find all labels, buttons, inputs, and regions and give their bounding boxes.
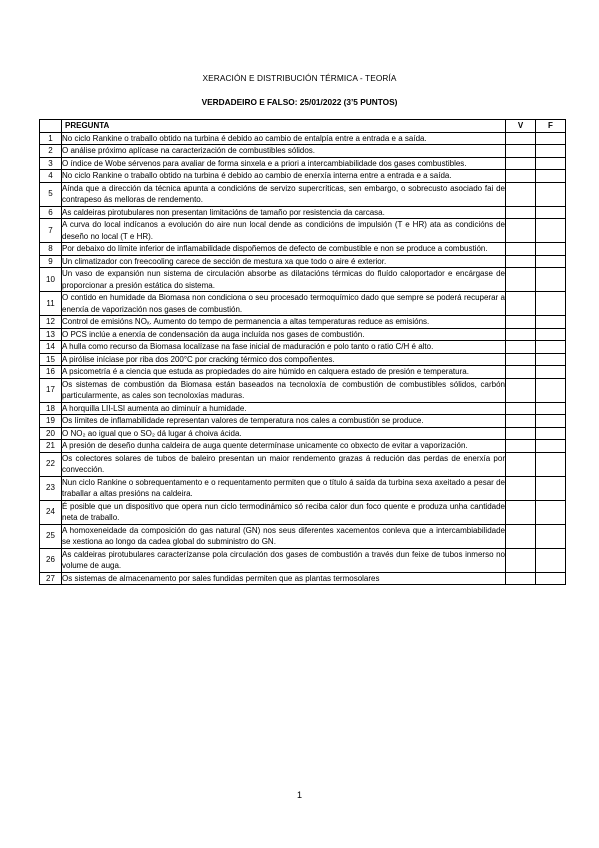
question-number: 27 — [40, 572, 62, 585]
answer-true-cell[interactable] — [506, 353, 536, 366]
answer-false-cell[interactable] — [536, 402, 566, 415]
question-number: 7 — [40, 219, 62, 243]
table-row — [40, 402, 566, 415]
question-text: Os colectores solares de tubos de baleiro presentan un maior rendemento grazas á redución das perdas de enerxía por convección. — [62, 453, 505, 474]
header-true: V — [506, 120, 536, 133]
page-number: 1 — [296, 790, 302, 800]
question-text: A psicometría é a ciencia que estuda as propiedades do aire húmido en calquera estado de presión e temperatura. — [62, 366, 506, 379]
answer-false-cell[interactable] — [536, 132, 566, 145]
table-row — [40, 572, 566, 585]
table-row — [40, 157, 566, 170]
table-row — [40, 366, 566, 379]
table-row — [40, 500, 566, 524]
question-text: As caldeiras pirotubulares caracterízanse pola circulación dos gases de combustión a través dun feixe de tubos inmerso no volume de auga. — [62, 549, 505, 570]
question-number: 8 — [40, 243, 62, 256]
question-number: 15 — [40, 353, 62, 366]
answer-false-cell[interactable] — [536, 378, 566, 402]
answer-false-cell[interactable] — [536, 157, 566, 170]
question-number: 23 — [40, 476, 62, 500]
question-number: 18 — [40, 402, 62, 415]
question-text: A curva do local indícanos a evolución do aire nun local dende as condicións de impulsión (T e HR) ata as condicións de deseño no local (T e HR). — [62, 220, 505, 241]
answer-true-cell[interactable] — [506, 328, 536, 341]
header-number-cell — [40, 120, 62, 133]
answer-true-cell[interactable] — [506, 402, 536, 415]
question-text: No ciclo Rankine o traballo obtido na turbina é debido ao cambio de enerxía interna entre a entrada e a saída. — [62, 170, 506, 183]
question-text: Un climatizador con freecooling carece de sección de mestura xa que todo o aire é exterior. — [62, 255, 506, 268]
answer-true-cell[interactable] — [506, 366, 536, 379]
question-text: A pirólise iníciase por riba dos 200°C por cracking térmico dos compoñentes. — [62, 353, 506, 366]
question-number: 4 — [40, 170, 62, 183]
answer-true-cell[interactable] — [506, 440, 536, 453]
answer-true-cell[interactable] — [506, 243, 536, 256]
table-row — [40, 316, 566, 329]
question-text: A hulla como recurso da Biomasa localízase na fase inicial de maduración e polo tanto o ratio C/H é alto. — [62, 341, 506, 354]
question-number: 22 — [40, 452, 62, 476]
question-number: 1 — [40, 132, 62, 145]
table-row — [40, 452, 566, 476]
question-text: Nun ciclo Rankine o sobrequentamento e o requentamento permiten que o título á saída da turbina sexa axeitado a pesar de traballar a altas presións na caldeira. — [62, 477, 505, 498]
question-number: 24 — [40, 500, 62, 524]
question-number: 12 — [40, 316, 62, 329]
table-row — [40, 328, 566, 341]
answer-false-cell[interactable] — [536, 182, 566, 206]
answer-true-cell[interactable] — [506, 145, 536, 158]
table-row — [40, 524, 566, 548]
answer-false-cell[interactable] — [536, 341, 566, 354]
question-text: Control de emisións NOₓ. Aumento do tempo de permanencia a altas temperaturas reduce as emisións. — [62, 316, 506, 329]
answer-false-cell[interactable] — [536, 219, 566, 243]
answer-true-cell[interactable] — [506, 341, 536, 354]
question-number: 16 — [40, 366, 62, 379]
answer-false-cell[interactable] — [536, 548, 566, 572]
answer-false-cell[interactable] — [536, 572, 566, 585]
question-text: Aínda que a dirección da técnica apunta a condicións de servizo supercríticas, sen embargo, o sobrecusto asociado fai de contrapeso ás melloras de rendemento. — [62, 183, 505, 204]
table-row — [40, 243, 566, 256]
table-row — [40, 219, 566, 243]
table-row — [40, 427, 566, 440]
answer-true-cell[interactable] — [506, 316, 536, 329]
question-text: Por debaixo do límite inferior de inflamabilidade dispoñemos de defecto de combustible e non se produce a combustión. — [62, 243, 506, 256]
question-text: O PCS inclúe a enerxía de condensación da auga incluída nos gases de combustión. — [62, 328, 506, 341]
true-false-table — [39, 119, 566, 585]
question-text: Os límites de inflamabilidade representan valores de temperatura nos cales a combustión se produce. — [62, 415, 506, 428]
table-row — [40, 268, 566, 292]
question-text: No ciclo Rankine o traballo obtido na turbina é debido ao cambio de entalpía entre a entrada e a saída. — [62, 132, 506, 145]
question-number: 6 — [40, 206, 62, 219]
table-row — [40, 415, 566, 428]
question-text: É posible que un dispositivo que opera nun ciclo termodinámico só reciba calor dun foco quente e produza unha cantidade neta de traballo. — [62, 501, 505, 522]
table-row — [40, 182, 566, 206]
question-text: O contido en humidade da Biomasa non condiciona o seu procesado termoquímico dado que sempre se poderá recuperar a enerxía de vaporización nos gases de combustión. — [62, 293, 505, 314]
question-text: O análise próximo aplícase na caracterización de combustibles sólidos. — [62, 145, 506, 158]
question-text: Os sistemas de combustión da Biomasa están baseados na tecnoloxía de combustión de combustibles sólidos, carbón particularmente, as cales son tecnoloxías maduras. — [62, 379, 505, 400]
question-number: 20 — [40, 427, 62, 440]
answer-true-cell[interactable] — [506, 219, 536, 243]
answer-false-cell[interactable] — [536, 353, 566, 366]
answer-false-cell[interactable] — [536, 292, 566, 316]
answer-false-cell[interactable] — [536, 452, 566, 476]
table-row — [40, 378, 566, 402]
answer-true-cell[interactable] — [506, 170, 536, 183]
answer-true-cell[interactable] — [506, 572, 536, 585]
question-text: A horquilla LII-LSI aumenta ao diminuír a humidade. — [62, 402, 506, 415]
question-text: As caldeiras pirotubulares non presentan limitacións de tamaño por resistencia da carcasa. — [62, 206, 506, 219]
answer-true-cell[interactable] — [506, 132, 536, 145]
question-number: 21 — [40, 440, 62, 453]
document-subtitle: VERDADEIRO E FALSO: 25/01/2022 (3’5 PUNTOS) — [201, 97, 398, 107]
table-header-row — [40, 120, 566, 133]
answer-false-cell[interactable] — [536, 170, 566, 183]
answer-false-cell[interactable] — [536, 255, 566, 268]
answer-false-cell[interactable] — [536, 316, 566, 329]
answer-true-cell[interactable] — [506, 524, 536, 548]
answer-true-cell[interactable] — [506, 476, 536, 500]
document-title: XERACIÓN E DISTRIBUCIÓN TÉRMICA - TEORÍA — [202, 73, 397, 83]
question-number: 13 — [40, 328, 62, 341]
answer-true-cell[interactable] — [506, 500, 536, 524]
answer-false-cell[interactable] — [536, 427, 566, 440]
table-row — [40, 255, 566, 268]
answer-true-cell[interactable] — [506, 292, 536, 316]
question-text: Un vaso de expansión nun sistema de circulación absorbe as dilatacións térmicas do fluído caloportador e encárgase de proporcionar a presión estática do sistema. — [62, 269, 505, 290]
answer-false-cell[interactable] — [536, 268, 566, 292]
answer-false-cell[interactable] — [536, 415, 566, 428]
answer-true-cell[interactable] — [506, 415, 536, 428]
answer-true-cell[interactable] — [506, 182, 536, 206]
table-row — [40, 292, 566, 316]
table-row — [40, 440, 566, 453]
table-row — [40, 170, 566, 183]
answer-false-cell[interactable] — [536, 328, 566, 341]
answer-false-cell[interactable] — [536, 476, 566, 500]
question-number: 10 — [40, 268, 62, 292]
question-text: A homoxeneidade da composición do gas natural (GN) nos seus diferentes xacementos conleva que a intercambiabilidade se xestiona ao longo da cadea global do subministro do GN. — [62, 525, 505, 546]
table-row — [40, 145, 566, 158]
answer-true-cell[interactable] — [506, 157, 536, 170]
question-number: 19 — [40, 415, 62, 428]
answer-false-cell[interactable] — [536, 243, 566, 256]
answer-false-cell[interactable] — [536, 145, 566, 158]
table-row — [40, 132, 566, 145]
question-number: 5 — [40, 182, 62, 206]
answer-true-cell[interactable] — [506, 548, 536, 572]
question-number: 11 — [40, 292, 62, 316]
question-number: 25 — [40, 524, 62, 548]
header-question: PREGUNTA — [62, 120, 506, 133]
question-text: A presión de deseño dunha caldeira de auga quente determínase unicamente co obxecto de evitar a vaporización. — [62, 440, 506, 453]
table-row — [40, 476, 566, 500]
table-row — [40, 341, 566, 354]
table-row — [40, 206, 566, 219]
question-number: 3 — [40, 157, 62, 170]
question-number: 2 — [40, 145, 62, 158]
table-row — [40, 548, 566, 572]
answer-false-cell[interactable] — [536, 524, 566, 548]
answer-true-cell[interactable] — [506, 427, 536, 440]
header-false: F — [536, 120, 566, 133]
answer-true-cell[interactable] — [506, 206, 536, 219]
answer-false-cell[interactable] — [536, 206, 566, 219]
question-number: 14 — [40, 341, 62, 354]
question-text: Os sistemas de almacenamento por sales fundidas permiten que as plantas termosolares — [62, 572, 506, 585]
answer-true-cell[interactable] — [506, 255, 536, 268]
question-number: 9 — [40, 255, 62, 268]
answer-false-cell[interactable] — [536, 500, 566, 524]
question-text: O índice de Wobe sérvenos para avaliar de forma sinxela e a priori a intercambiabilidade dos gases combustibles. — [62, 157, 506, 170]
question-number: 17 — [40, 378, 62, 402]
question-number: 26 — [40, 548, 62, 572]
answer-false-cell[interactable] — [536, 440, 566, 453]
answer-true-cell[interactable] — [506, 268, 536, 292]
table-row — [40, 353, 566, 366]
answer-false-cell[interactable] — [536, 366, 566, 379]
answer-true-cell[interactable] — [506, 452, 536, 476]
answer-true-cell[interactable] — [506, 378, 536, 402]
question-text: O NO₂ ao igual que o SO₂ dá lugar á choiva ácida. — [62, 427, 506, 440]
